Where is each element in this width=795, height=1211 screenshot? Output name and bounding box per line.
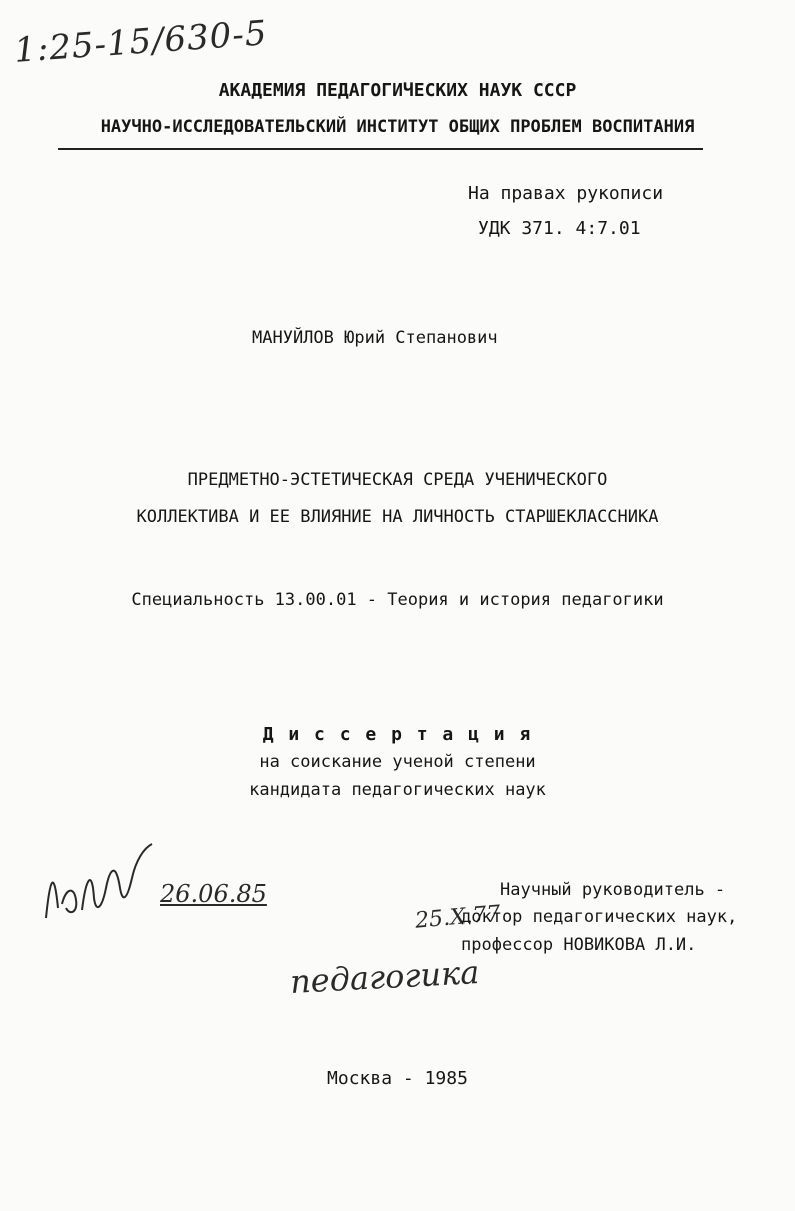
manuscript-note: На правах рукописи xyxy=(468,183,664,204)
dissertation-degree-field: кандидата педагогических наук xyxy=(249,780,546,800)
handwritten-date: 26.06.85 xyxy=(160,880,267,908)
handwritten-signature xyxy=(40,838,170,928)
dissertation-title-line-2: КОЛЛЕКТИВА И ЕЕ ВЛИЯНИЕ НА ЛИЧНОСТЬ СТАРШЕКЛАССНИКА xyxy=(136,507,659,527)
author-name: МАНУЙЛОВ Юрий Степанович xyxy=(252,328,498,348)
institute-name: НАУЧНО-ИССЛЕДОВАТЕЛЬСКИЙ ИНСТИТУТ ОБЩИХ ПРОБЛЕМ ВОСПИТАНИЯ xyxy=(100,117,695,137)
handwritten-date-2: 25.X.77 xyxy=(414,901,502,934)
dissertation-heading: Д и с с е р т а ц и я xyxy=(262,724,533,745)
place-and-year: Москва - 1985 xyxy=(327,1068,468,1089)
archive-code-handwritten: 1:25-15/630-5 xyxy=(12,13,269,71)
dissertation-degree-line: на соискание ученой степени xyxy=(259,752,536,772)
supervisor-name: профессор НОВИКОВА Л.И. xyxy=(461,935,697,955)
handwritten-subject: педагогика xyxy=(289,953,481,1001)
academy-name: АКАДЕМИЯ ПЕДАГОГИЧЕСКИХ НАУК СССР xyxy=(218,80,577,101)
supervisor-role: Научный руководитель - xyxy=(500,880,726,900)
dissertation-title-line-1: ПРЕДМЕТНО-ЭСТЕТИЧЕСКАЯ СРЕДА УЧЕНИЧЕСКОГО xyxy=(187,470,608,490)
header-rule xyxy=(58,148,703,150)
specialty: Специальность 13.00.01 - Теория и история педагогики xyxy=(131,590,664,610)
supervisor-degree: доктор педагогических наук, xyxy=(461,907,738,927)
udk-code: УДК 371. 4:7.01 xyxy=(478,218,641,239)
